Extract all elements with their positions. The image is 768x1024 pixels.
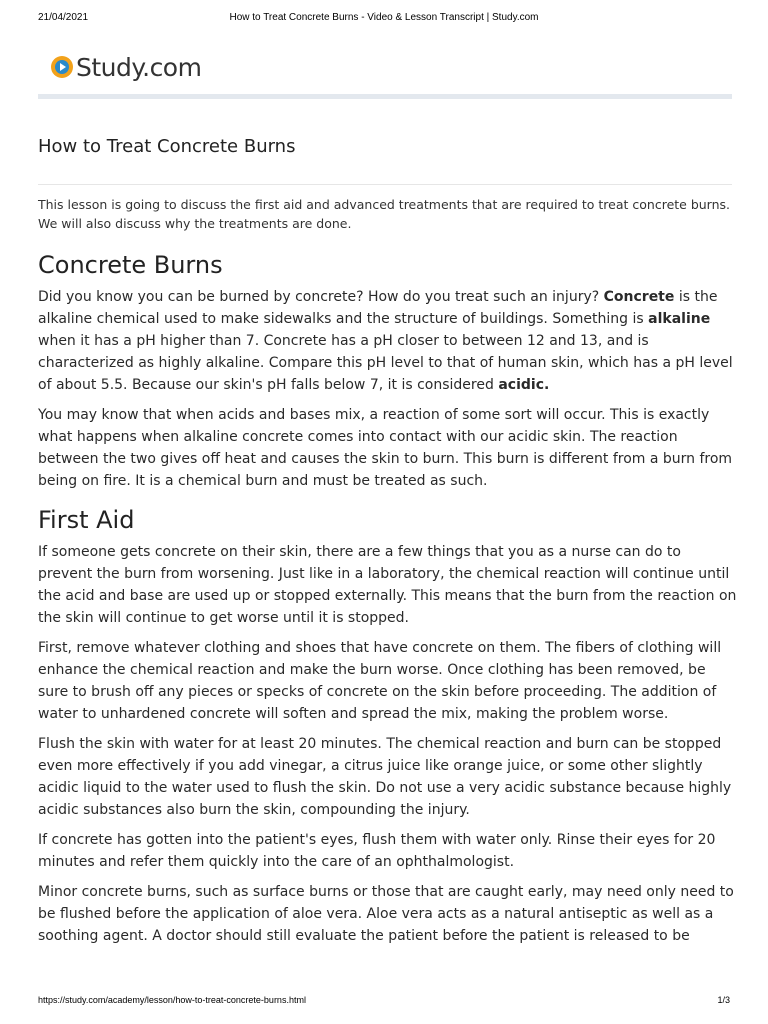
lesson-intro: This lesson is going to discuss the first aid and advanced treatments that are required to treat concrete burns. We will also discuss why the treatments are done. <box>38 197 731 231</box>
study-logo-icon <box>51 56 73 78</box>
text-span: Did you know you can be burned by concrete? How do you treat such an injury? <box>38 289 604 305</box>
print-page-number: 1/3 <box>717 995 730 1005</box>
text-span: when it has a pH higher than 7. Concrete has a pH closer to between 12 and 13, and is characterized as highly alkaline. Compare this pH level to that of human skin, which has a pH level of about 5.5. Because our skin's pH falls below 7, it is considered <box>38 333 733 393</box>
concrete-burns-paragraph-1 <box>38 286 738 396</box>
study-logo-text: Study.com <box>76 52 202 82</box>
lesson-title: How to Treat Concrete Burns <box>38 136 296 157</box>
concrete-burns-paragraph-2: You may know that when acids and bases mix, a reaction of some sort will occur. This is exactly what happens when alkaline concrete comes into contact with our acidic skin. The reaction between the two gives off heat and causes the skin to burn. This burn is different from a burn from being on fire. It is a chemical burn and must be treated as such. <box>38 407 733 489</box>
print-header <box>0 12 768 32</box>
print-url-link[interactable]: https://study.com/academy/lesson/how-to-treat-concrete-burns.html <box>38 995 306 1005</box>
first-aid-paragraph-2: First, remove whatever clothing and shoes that have concrete on them. The fibers of clothing will enhance the chemical reaction and make the burn worse. Once clothing has been removed, be sure to brush off any pieces or specks of concrete on the skin before proceeding. The addition of water to unhardened concrete will soften and spread the mix, making the problem worse. <box>38 640 722 722</box>
first-aid-paragraph-1: If someone gets concrete on their skin, there are a few things that you as a nurse can do to prevent the burn from worsening. Just like in a laboratory, the chemical reaction will continue until the acid and base are used up or stopped externally. This means that the burn from the reaction on the skin will continue to get worse until it is stopped. <box>38 544 737 626</box>
first-aid-paragraph-5: Minor concrete burns, such as surface burns or those that are caught early, may need only need to be flushed before the application of aloe vera. Aloe vera acts as a natural antiseptic as well as a soothing agent. A doctor should still evaluate the patient before the patient is released to be <box>38 884 734 944</box>
section-heading-concrete-burns: Concrete Burns <box>38 251 223 279</box>
term-acidic: acidic. <box>498 377 550 393</box>
first-aid-paragraph-4: If concrete has gotten into the patient's eyes, flush them with water only. Rinse their eyes for 20 minutes and refer them quickly into the care of an ophthalmologist. <box>38 832 716 870</box>
header-divider <box>38 94 732 99</box>
first-aid-paragraph-3: Flush the skin with water for at least 20 minutes. The chemical reaction and burn can be stopped even more effectively if you add vinegar, a citrus juice like orange juice, or some other slightly acidic liquid to the water used to flush the skin. Do not use a very acidic substance because highly acidic substances also burn the skin, compounding the injury. <box>38 736 732 818</box>
print-page-title: How to Treat Concrete Burns - Video & Lesson Transcript | Study.com <box>229 12 539 23</box>
text-span: is the alkaline chemical used to make sidewalks and the structure of buildings. Something is <box>38 289 718 327</box>
study-logo-link[interactable] <box>51 51 201 83</box>
term-alkaline: alkaline <box>648 311 711 327</box>
term-concrete: Concrete <box>603 289 675 305</box>
print-date: 21/04/2021 <box>38 12 89 23</box>
lesson-content <box>38 248 738 947</box>
section-heading-first-aid: First Aid <box>38 506 135 534</box>
title-divider <box>38 184 732 185</box>
